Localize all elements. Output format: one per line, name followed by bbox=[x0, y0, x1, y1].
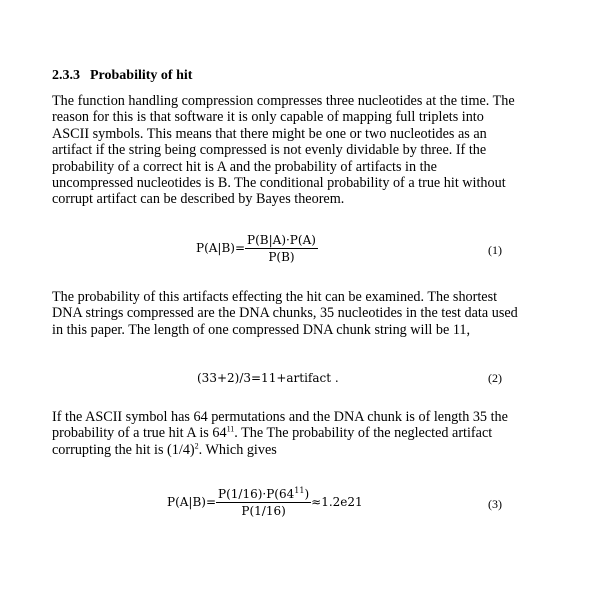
text-segment: corrupting the hit is (1/4) bbox=[52, 441, 195, 458]
equation-rhs: ≈1.2e21 bbox=[311, 495, 363, 509]
superscript: 11 bbox=[226, 424, 235, 434]
equation-number: (3) bbox=[488, 497, 502, 511]
superscript: 11 bbox=[294, 486, 305, 495]
text-segment: . Which gives bbox=[198, 441, 277, 458]
equation-number: (1) bbox=[488, 243, 502, 257]
paragraph-line: artifact if the string being compressed is not evenly dividable by three. If the bbox=[52, 142, 487, 159]
text-segment: P(1/16)·P(64 bbox=[218, 487, 295, 501]
text-segment: ) bbox=[304, 487, 310, 501]
equation-expression: (33+2)/3=11+artifact . bbox=[197, 371, 339, 385]
section-number: 2.3.3 bbox=[52, 68, 80, 83]
equation-denominator: P(B) bbox=[268, 250, 295, 264]
text-segment: probability of a true hit A is 64 bbox=[52, 425, 227, 442]
paragraph-line: ASCII symbols. This means that there might be one or two nucleotides as an bbox=[52, 125, 487, 142]
paragraph-line: The function handling compression compresses three nucleotides at the time. The bbox=[52, 93, 515, 109]
paragraph-permutations bbox=[52, 409, 512, 458]
equation-bayes bbox=[196, 233, 318, 264]
equation-numerator: P(B|A)·P(A) bbox=[247, 233, 316, 247]
paragraph-line: corrupt artifact can be described by Bayes theorem. bbox=[52, 191, 345, 208]
paragraph-line bbox=[52, 425, 512, 441]
paragraph-line: probability of a correct hit is A and the probability of artifacts in the bbox=[52, 158, 437, 175]
equation-number: (2) bbox=[488, 371, 502, 385]
text-segment: . The The probability of the neglected artifact bbox=[234, 425, 493, 442]
equation-fraction bbox=[216, 487, 311, 518]
equation-lhs: P(A|B)= bbox=[167, 495, 217, 509]
equation-chunk-length bbox=[197, 371, 339, 385]
paragraph-line: The probability of this artifacts effecting the hit can be examined. The shortest bbox=[52, 289, 498, 305]
equation-numerator bbox=[216, 487, 311, 503]
equation-denominator: P(1/16) bbox=[241, 504, 286, 518]
equation-lhs: P(A|B)= bbox=[196, 241, 246, 255]
equation-fraction bbox=[245, 233, 318, 264]
paragraph-artifacts bbox=[52, 289, 518, 338]
section-title: Probability of hit bbox=[90, 68, 193, 83]
paragraph-line: in this paper. The length of one compressed DNA chunk string will be 11, bbox=[52, 321, 471, 338]
paragraph-line: DNA strings compressed are the DNA chunks, 35 nucleotides in the test data used bbox=[52, 305, 518, 322]
paragraph-line: uncompressed nucleotides is B. The conditional probability of a true hit without bbox=[52, 175, 506, 192]
superscript: 2 bbox=[194, 441, 199, 451]
paragraph-compression bbox=[52, 93, 515, 208]
section-heading bbox=[52, 68, 192, 84]
equation-result bbox=[167, 487, 363, 518]
paragraph-line: reason for this is that software it is only capable of mapping full triplets into bbox=[52, 109, 484, 126]
paragraph-line: If the ASCII symbol has 64 permutations and the DNA chunk is of length 35 the bbox=[52, 409, 508, 425]
paragraph-line bbox=[52, 442, 512, 458]
